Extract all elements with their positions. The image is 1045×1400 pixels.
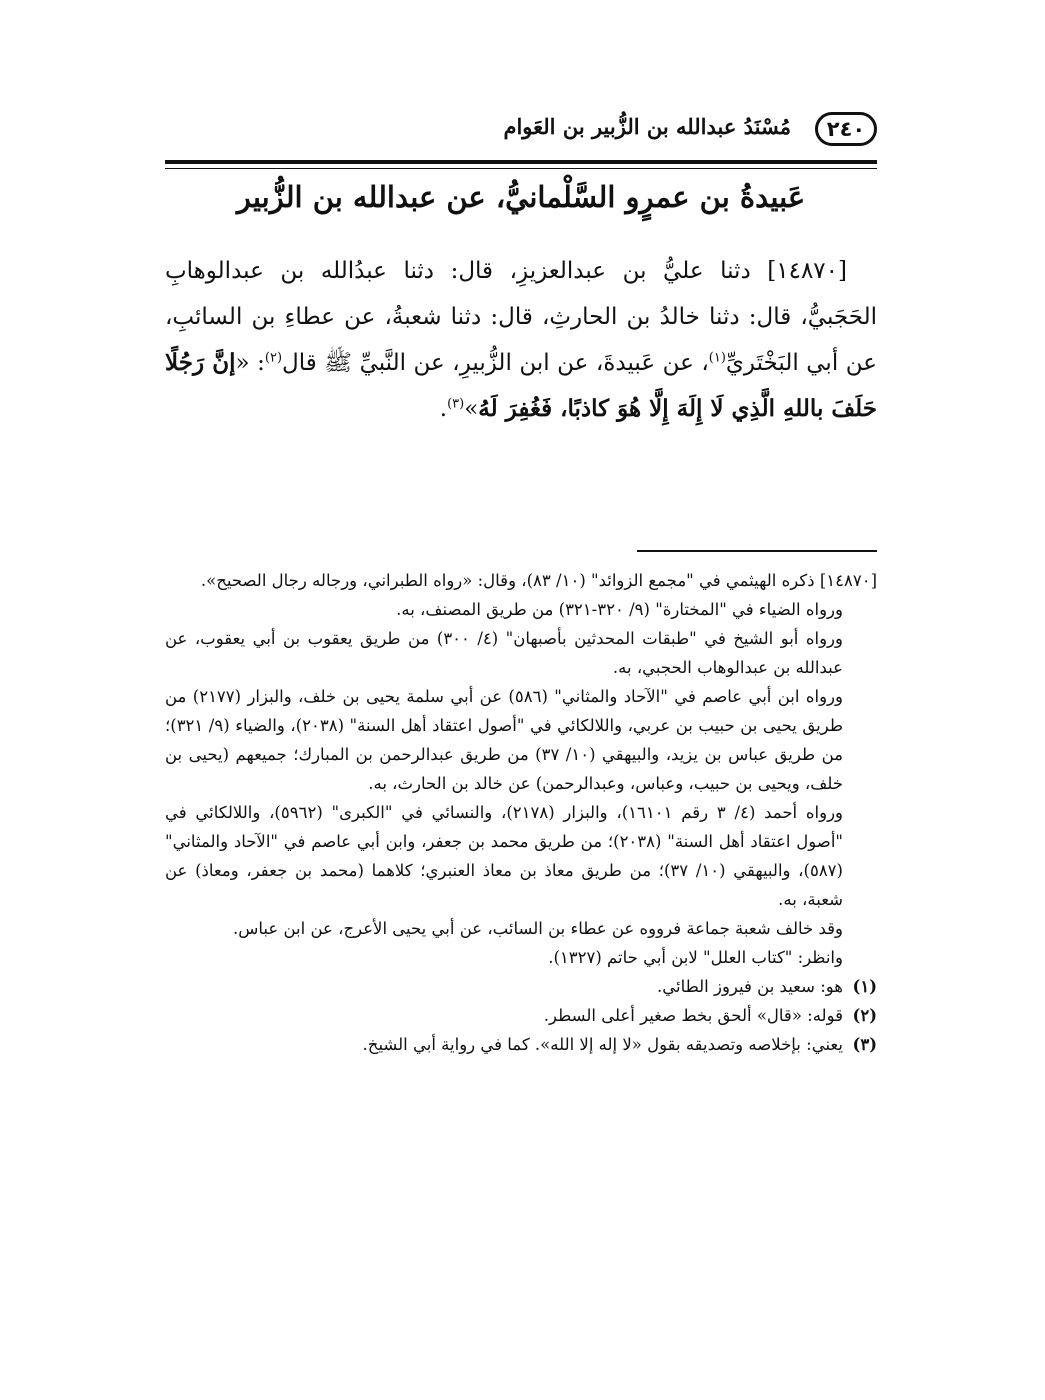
footnote-1-text: هو: سعيد بن فيروز الطائي. bbox=[656, 977, 843, 996]
isnad-part-3: : « bbox=[235, 350, 265, 376]
footnote-1 bbox=[165, 972, 877, 1001]
takhrij-head-text: ذكره الهيثمي في "مجمع الزوائد" (١٠/ ٨٣)، وقال: «رواه الطبراني، ورجاله رجال الصحيح». bbox=[200, 571, 820, 590]
hadith-text bbox=[165, 248, 877, 432]
footnote-3 bbox=[165, 1030, 877, 1059]
takhrij-paragraph: ورواه أحمد (٤/ ٣ رقم ١٦١٠١)، والبزار (٢١٧٨)، والنسائي في "الكبرى" (٥٩٦٢)، واللالكائي في "أصول اعتقاد أهل السنة" (٢٠٣٨)؛ من طريق محمد بن جعفر، وابن أبي عاصم في "الآحاد والمثاني" (٥٨٧)، والبيهقي (١٠/ ٣٧)؛ من طريق معاذ بن معاذ العنبري؛ كلاهما (محمد بن جعفر، ومعاذ) عن شعبة، به. bbox=[165, 803, 844, 909]
matn-close-quote: » bbox=[464, 396, 479, 422]
page-number-badge bbox=[815, 112, 877, 146]
page-header bbox=[165, 112, 877, 154]
takhrij-paragraph: ورواه الضياء في "المختارة" (٩/ ٣٢٠-٣٢١) من طريق المصنف، به. bbox=[396, 600, 843, 619]
isnad-part-2: ، عن عَبيدةَ، عن ابن الزُّبيرِ، عن النَّبيِّ ﷺ قال bbox=[282, 350, 709, 376]
footnote-2 bbox=[165, 1001, 877, 1030]
takhrij-paragraph: وقد خالف شعبة جماعة فرووه عن عطاء بن السائب، عن أبي يحيى الأعرج، عن ابن عباس. bbox=[233, 919, 843, 938]
hadith-paragraph bbox=[165, 248, 877, 432]
footnote-1-number: (١) bbox=[852, 977, 877, 996]
footnote-separator bbox=[637, 550, 877, 552]
hadith-end: . bbox=[439, 396, 448, 422]
footnote-2-number: (٢) bbox=[852, 1006, 877, 1025]
header-rule-thick bbox=[165, 160, 877, 164]
isnad-part-1: دثنا عليُّ بن عبدالعزيزِ، قال: دثنا عبدُالله بن عبدالوهابِ الحَجَبيُّ، قال: دثنا خالدُ بن الحارثِ، قال: دثنا شعبةُ، عن عطاءِ بن السائبِ، عن أبي البَخْتَريِّ bbox=[165, 258, 877, 376]
footnotes bbox=[165, 566, 877, 1059]
hadith-number: [١٤٨٧٠] bbox=[767, 258, 847, 284]
header-rule-thin bbox=[165, 168, 877, 169]
takhrij-paragraph: ورواه أبو الشيخ في "طبقات المحدثين بأصبهان" (٤/ ٣٠٠) من طريق يعقوب بن أبي يعقوب، عن عبدالله بن عبدالوهاب الحجبي، به. bbox=[165, 629, 843, 677]
footnote-3-number: (٣) bbox=[852, 1035, 877, 1054]
page-number: ٢٤٠ bbox=[826, 117, 866, 141]
footnote-ref-1: (١) bbox=[708, 350, 726, 366]
footnote-ref-2: (٢) bbox=[264, 350, 283, 366]
takhrij-paragraph: ورواه ابن أبي عاصم في "الآحاد والمثاني" (٥٨٦) عن أبي سلمة يحيى بن خلف، والبزار (٢١٧٧) من طريق يحيى بن حبيب بن عربي، واللالكائي في "أصول اعتقاد أهل السنة" (٢٠٣٨)، والضياء (٩/ ٣٢١)؛ من طريق عباس بن يزيد، والبيهقي (١٠/ ٣٧) من طريق عبدالرحمن بن المبارك؛ جميعهم (يحيى بن خلف، ويحيى بن حبيب، وعباس، وعبدالرحمن) عن خالد بن الحارث، به. bbox=[165, 687, 843, 793]
hadith-matn: إنَّ رَجُلًا حَلَفَ باللهِ الَّذِي لَا إِلَهَ إِلَّا هُوَ كاذبًا، فَغُفِرَ لَهُ bbox=[165, 349, 877, 422]
footnote-2-text: قوله: «قال» ألحق بخط صغير أعلى السطر. bbox=[543, 1006, 843, 1025]
chapter-title: عَبيدةُ بن عمرٍو السَّلْمانيُّ، عن عبدالله بن الزُّبير bbox=[236, 180, 806, 214]
takhrij-number: [١٤٨٧٠] bbox=[819, 571, 877, 590]
takhrij-head bbox=[165, 566, 877, 595]
footnote-3-text: يعني: بإخلاصه وتصديقه بقول «لا إله إلا الله». كما في رواية أبي الشيخ. bbox=[362, 1035, 843, 1054]
footnote-ref-3: (٣) bbox=[447, 396, 465, 412]
takhrij-paragraph: وانظر: "كتاب العلل" لابن أبي حاتم (١٣٢٧). bbox=[548, 948, 843, 967]
running-title: مُسْنَدُ عبدالله بن الزُّبير بن العَوام bbox=[503, 114, 791, 139]
